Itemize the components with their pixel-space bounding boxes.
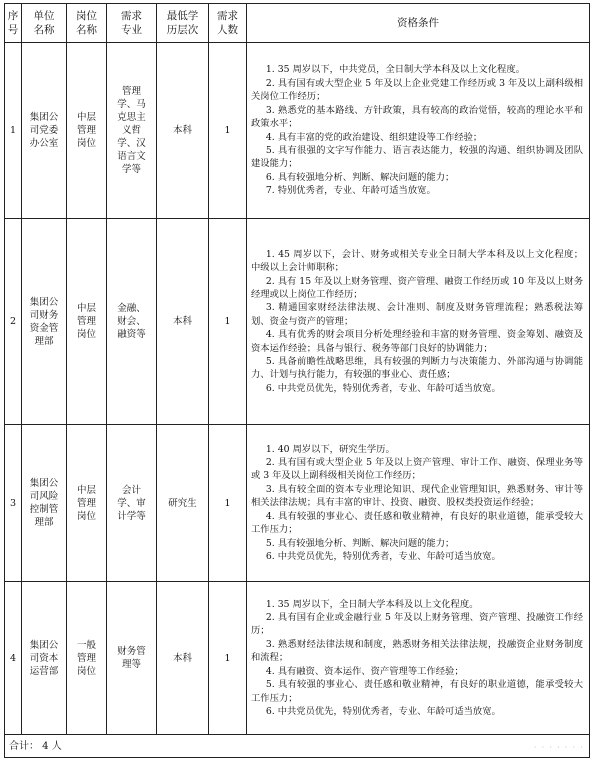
requirement-item: 1. 35 周岁以下，中共党员，全日制大学本科及以上文化程度。 bbox=[265, 64, 525, 76]
table-row bbox=[5, 582, 590, 735]
row-post: 中层 管理 岗位 bbox=[67, 219, 107, 425]
table-row bbox=[5, 219, 590, 425]
row-education: 本科 bbox=[157, 219, 209, 425]
row-count: 1 bbox=[209, 219, 247, 425]
row-count: 1 bbox=[209, 582, 247, 735]
requirement-item: 7. 特别优秀者，专业、年龄可适当放宽。 bbox=[265, 185, 436, 197]
row-unit: 集团公 司党委 办公室 bbox=[22, 43, 67, 219]
header-requirements: 资格条件 bbox=[247, 4, 590, 43]
row-education: 本科 bbox=[157, 43, 209, 219]
row-seq: 2 bbox=[5, 219, 22, 425]
row-requirements bbox=[247, 43, 590, 219]
row-post: 中层 管理 岗位 bbox=[67, 425, 107, 582]
requirement-item: 4. 具有丰富的党的政治建设、组织建设等工作经验； bbox=[265, 131, 483, 143]
requirement-item: 5. 具有很强的文字写作能力、语言表达能力，较强的沟通、组织协调及团队建设能力； bbox=[251, 144, 583, 170]
row-count: 1 bbox=[209, 43, 247, 219]
row-major: 金融、 财会、 融资等 bbox=[107, 219, 157, 425]
requirement-item: 1. 40 周岁以下，研究生学历。 bbox=[265, 443, 395, 455]
requirement-item: 3. 熟悉财经法律法规和制度，熟悉财务相关法律法规，投融资企业财务制度和流程； bbox=[251, 638, 583, 664]
requirement-item: 2. 具有国有企业或金融行业 5 年及以上财务管理、资产管理、投融资工作经历； bbox=[251, 612, 583, 637]
row-education: 本科 bbox=[157, 582, 209, 735]
row-major: 会计 学、审 计学等 bbox=[107, 425, 157, 582]
row-post: 一般 管理 岗位 bbox=[67, 582, 107, 735]
table-header-row bbox=[5, 4, 590, 43]
row-major: 财务管 理等 bbox=[107, 582, 157, 735]
requirement-item: 2. 具有国有或大型企业 5 年及以上企业党建工作经历或 3 年及以上副科级相关岗位工作经历； bbox=[251, 77, 583, 103]
requirement-item: 4. 具有融资、资本运作、资产管理等工作经验； bbox=[265, 665, 464, 677]
row-requirements bbox=[247, 582, 590, 735]
requirement-item: 5. 具有较强的事业心、责任感和敬业精神，有良好的职业道德，能承受较大工作压力； bbox=[251, 679, 583, 704]
requirement-item: 3. 熟悉党的基本路线、方针政策，具有较高的政治觉悟，较高的理论水平和政策水平； bbox=[251, 104, 583, 130]
header-education: 最低学 历层次 bbox=[157, 4, 209, 43]
table-row bbox=[5, 43, 590, 219]
requirement-item: 1. 45 周岁以下，会计、财务或相关专业全日制大学本科及以上文化程度； 中级以上会计师职称； bbox=[251, 248, 583, 274]
header-post: 岗位 名称 bbox=[67, 4, 107, 43]
total-row bbox=[5, 735, 590, 758]
row-unit: 集团公 司风险 控制管 理部 bbox=[22, 425, 67, 582]
row-requirements bbox=[247, 425, 590, 582]
requirement-item: 6. 中共党员优先，特别优秀者，专业、年龄可适当放宽。 bbox=[265, 705, 501, 717]
row-requirements bbox=[247, 219, 590, 425]
requirement-item: 4. 具有优秀的财会项目分析处理经验和丰富的财务管理、资金筹划、融资及资本运作经验；具备与银行、税务等部门良好的协调能力； bbox=[251, 329, 583, 354]
total-label: 合计： 4 人 bbox=[5, 735, 590, 758]
header-seq: 序 号 bbox=[5, 4, 22, 43]
row-major: 管理 学、马 克思主 义哲 学、汉 语言文 学等 bbox=[107, 43, 157, 219]
row-unit: 集团公 司财务 资金管 理部 bbox=[22, 219, 67, 425]
requirement-item: 3. 精通国家财经法律法规、会计准则、制度及财务管理流程；熟悉税法筹划、资金与资产的管理； bbox=[251, 302, 583, 327]
row-seq: 4 bbox=[5, 582, 22, 735]
watermark: · · · · · · · bbox=[533, 743, 584, 753]
row-post: 中层 管理 岗位 bbox=[67, 43, 107, 219]
row-unit: 集团公 司资本 运营部 bbox=[22, 582, 67, 735]
requirement-item: 5. 具有较强地分析、判断、解决问题的能力； bbox=[265, 537, 455, 549]
header-count: 需求 人数 bbox=[209, 4, 247, 43]
recruitment-table bbox=[4, 3, 590, 758]
row-seq: 3 bbox=[5, 425, 22, 582]
header-unit: 单位 名称 bbox=[22, 4, 67, 43]
requirement-item: 1. 35 周岁以下，全日制大学本科及以上文化程度。 bbox=[265, 598, 479, 610]
row-seq: 1 bbox=[5, 43, 22, 219]
row-education: 研究生 bbox=[157, 425, 209, 582]
requirement-item: 6. 具有较强地分析、判断、解决问题的能力； bbox=[265, 171, 455, 183]
row-count: 1 bbox=[209, 425, 247, 582]
requirement-item: 2. 具有 15 年及以上财务管理、资产管理、融资工作经历或 10 年及以上财务经理或以上岗位工作经历； bbox=[251, 275, 583, 300]
requirement-item: 6. 中共党员优先，特别优秀者，专业、年龄可适当放宽。 bbox=[265, 550, 501, 562]
requirement-item: 4. 具有较强的事业心、责任感和敬业精神，有良好的职业道德，能承受较大工作压力； bbox=[251, 510, 583, 536]
requirement-item: 5. 具备前瞻性战略思维，具有较强的判断力与决策能力、外部沟通与协调能力、计划与执行能力，有较强的事业心、责任感； bbox=[251, 356, 583, 381]
requirement-item: 2. 具有国有或大型企业 5 年及以上资产管理、审计工作、融资、保理业务等或 3 年及以上副科级相关岗位工作经历； bbox=[251, 457, 583, 482]
table-row bbox=[5, 425, 590, 582]
header-major: 需求 专业 bbox=[107, 4, 157, 43]
requirement-item: 6. 中共党员优先，特别优秀者，专业、年龄可适当放宽。 bbox=[265, 382, 501, 394]
requirement-item: 3. 具有较全面的资本专业理论知识、现代企业管理知识，熟悉财务、审计等相关法律法规；具有丰富的审计、投资、融资、股权类投资运作经验； bbox=[251, 483, 583, 509]
